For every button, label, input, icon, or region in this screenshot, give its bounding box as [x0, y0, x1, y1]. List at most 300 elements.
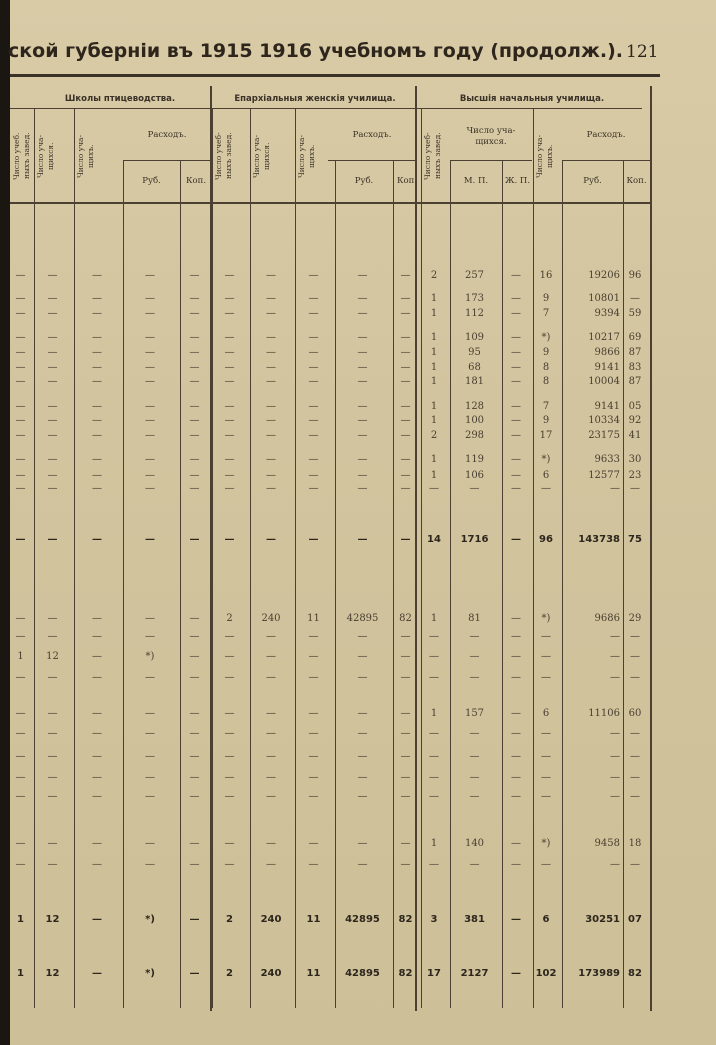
table-cell: —	[630, 791, 640, 802]
table-cell: —	[357, 772, 368, 783]
table-cell: —	[224, 708, 235, 719]
table-cell: —	[47, 308, 58, 319]
column-header-7: Число уча- щихъ.	[297, 134, 316, 178]
table-cell: 9141	[594, 401, 620, 412]
table-cell: —	[511, 631, 521, 642]
table-cell: —	[224, 347, 235, 358]
table-cell: 82	[628, 968, 642, 979]
column-header-3: Руб.	[142, 176, 161, 186]
table-cell: 1	[430, 613, 438, 624]
table-cell: —	[92, 332, 102, 343]
table-cell: —	[511, 672, 521, 683]
table-cell: —	[266, 470, 276, 481]
column-header-12: Ж. П.	[504, 176, 531, 186]
table-cell: 11	[306, 914, 321, 925]
table-cell: 41	[628, 430, 642, 441]
table-cell: —	[357, 672, 368, 683]
table-cell: —	[511, 470, 521, 481]
table-cell: —	[266, 293, 276, 304]
table-cell: —	[469, 651, 480, 662]
table-cell: —	[357, 708, 368, 719]
table-cell: —	[266, 332, 276, 343]
table-cell: 29	[628, 613, 642, 624]
column-header-14: Руб.	[583, 176, 602, 186]
table-cell: 95	[468, 347, 481, 358]
table-cell: 240	[260, 914, 282, 925]
table-cell: —	[47, 613, 58, 624]
table-cell: —	[145, 293, 155, 304]
table-cell: —	[266, 859, 276, 870]
table-cell: —	[224, 308, 235, 319]
column-divider-11	[450, 160, 451, 1008]
table-cell: —	[511, 362, 521, 373]
table-cell: 16	[539, 270, 553, 281]
table-cell: —	[469, 672, 480, 683]
table-cell: —	[189, 376, 200, 387]
table-cell: —	[145, 534, 155, 545]
table-cell: *)	[541, 613, 551, 624]
table-cell: —	[47, 430, 58, 441]
table-cell: —	[357, 838, 368, 849]
table-cell: 83	[628, 362, 642, 373]
table-cell: —	[189, 308, 200, 319]
table-cell: —	[92, 293, 102, 304]
table-cell: —	[469, 631, 480, 642]
table-cell: 23	[628, 470, 642, 481]
table-cell: —	[400, 470, 411, 481]
page-title: ской губерніи въ 1915 1916 учебномъ году (продолж.).	[8, 40, 623, 62]
table-cell: —	[357, 376, 368, 387]
table-cell: 42895	[345, 968, 380, 979]
table-cell: —	[145, 708, 155, 719]
table-cell: —	[92, 347, 102, 358]
table-cell: 173	[464, 293, 485, 304]
table-cell: *)	[145, 914, 155, 925]
column-header-0: Число учеб. ныхъ завед.	[12, 132, 31, 180]
table-cell: —	[47, 859, 58, 870]
table-cell: —	[308, 772, 319, 783]
table-cell: —	[189, 483, 200, 494]
table-cell: —	[189, 651, 200, 662]
table-cell: —	[308, 791, 319, 802]
table-cell: —	[511, 270, 521, 281]
table-cell: —	[189, 534, 200, 545]
table-cell: —	[145, 401, 155, 412]
table-cell: —	[266, 454, 276, 465]
table-cell: —	[511, 751, 521, 762]
table-cell: —	[308, 308, 319, 319]
table-cell: —	[92, 838, 102, 849]
table-cell: 1	[17, 968, 24, 979]
table-cell: 128	[464, 401, 485, 412]
table-cell: —	[145, 751, 155, 762]
table-cell: 173989	[578, 968, 620, 979]
table-cell: 1	[430, 401, 438, 412]
table-cell: —	[400, 672, 411, 683]
table-cell: 96	[539, 534, 553, 545]
table-cell: —	[189, 968, 200, 979]
table-cell: —	[308, 293, 319, 304]
table-cell: 82	[398, 968, 413, 979]
column-header-13: Число уча- щихъ.	[535, 134, 554, 178]
table-cell: —	[469, 859, 480, 870]
table-cell: 1	[17, 651, 24, 662]
table-cell: —	[266, 415, 276, 426]
table-cell: 68	[468, 362, 481, 373]
table-cell: —	[429, 651, 439, 662]
table-cell: —	[400, 401, 411, 412]
table-cell: —	[145, 376, 155, 387]
table-cell: —	[189, 613, 200, 624]
table-cell: 1	[430, 347, 438, 358]
table-cell: —	[630, 483, 640, 494]
table-cell: —	[189, 631, 200, 642]
table-cell: —	[15, 376, 26, 387]
table-cell: —	[630, 293, 640, 304]
table-cell: —	[92, 914, 102, 925]
table-cell: —	[189, 401, 200, 412]
table-cell: —	[400, 270, 411, 281]
table-cell: 10334	[588, 415, 620, 426]
table-cell: —	[308, 838, 319, 849]
table-cell: 2	[430, 270, 438, 281]
table-cell: —	[189, 332, 200, 343]
column-header-15: Коп.	[626, 176, 647, 186]
table-cell: —	[189, 838, 200, 849]
table-cell: 9141	[594, 362, 620, 373]
table-cell: —	[511, 454, 521, 465]
table-cell: —	[189, 454, 200, 465]
table-cell: —	[15, 454, 26, 465]
table-cell: —	[145, 454, 155, 465]
table-cell: —	[469, 751, 480, 762]
subheader-divider-0	[123, 160, 211, 161]
table-cell: —	[92, 376, 102, 387]
table-cell: —	[400, 415, 411, 426]
table-cell: 9866	[594, 347, 620, 358]
table-cell: —	[92, 751, 102, 762]
table-cell: —	[400, 791, 411, 802]
table-cell: —	[92, 631, 102, 642]
table-cell: 1	[430, 415, 438, 426]
table-cell: —	[15, 308, 26, 319]
table-cell: —	[92, 362, 102, 373]
table-cell: 10004	[588, 376, 620, 387]
table-cell: —	[224, 483, 235, 494]
group-header-diocesan-schools: Епархіальныя женскія училища.	[234, 94, 396, 104]
table-cell: —	[92, 270, 102, 281]
table-cell: —	[92, 430, 102, 441]
table-cell: 2	[226, 968, 233, 979]
table-cell: 75	[628, 534, 642, 545]
table-cell: —	[610, 728, 620, 739]
table-cell: —	[92, 401, 102, 412]
table-cell: —	[266, 772, 276, 783]
table-cell: —	[429, 728, 439, 739]
column-header-10: Число учеб- ныхъ завед.	[423, 132, 442, 180]
table-cell: —	[266, 362, 276, 373]
table-cell: —	[610, 791, 620, 802]
table-cell: —	[308, 859, 319, 870]
table-cell: 42895	[346, 613, 379, 624]
table-right-edge	[650, 86, 652, 1011]
table-cell: —	[189, 293, 200, 304]
table-cell: —	[189, 859, 200, 870]
table-cell: 18	[628, 838, 642, 849]
table-cell: 9686	[594, 613, 620, 624]
table-cell: 1	[430, 293, 438, 304]
table-cell: 106	[464, 470, 485, 481]
table-cell: —	[511, 293, 521, 304]
table-cell: —	[630, 751, 640, 762]
table-cell: —	[145, 672, 155, 683]
table-cell: —	[224, 376, 235, 387]
table-cell: 05	[628, 401, 642, 412]
expense-header-1: Расходъ.	[147, 130, 187, 140]
table-cell: 9458	[594, 838, 620, 849]
table-cell: 112	[464, 308, 485, 319]
table-cell: —	[429, 859, 439, 870]
subheader-divider-1	[328, 160, 416, 161]
table-cell: —	[610, 672, 620, 683]
group-header-poultry-schools: Школы птицеводства.	[64, 94, 176, 104]
table-cell: —	[511, 430, 521, 441]
header-rule	[10, 74, 660, 77]
table-cell: —	[92, 534, 102, 545]
table-cell: —	[92, 859, 102, 870]
expense-header-3: Расходъ.	[586, 130, 626, 140]
table-cell: —	[511, 613, 521, 624]
table-cell: 11	[307, 613, 320, 624]
table-cell: —	[469, 791, 480, 802]
table-cell: —	[15, 708, 26, 719]
table-cell: —	[224, 859, 235, 870]
table-cell: —	[145, 772, 155, 783]
table-cell: —	[92, 483, 102, 494]
table-cell: —	[511, 401, 521, 412]
column-divider-15	[623, 160, 624, 1008]
column-header-9: Коп.	[396, 176, 418, 186]
table-cell: —	[308, 631, 319, 642]
table-cell: —	[541, 772, 551, 783]
table-cell: —	[610, 772, 620, 783]
table-cell: —	[400, 332, 411, 343]
table-cell: —	[224, 401, 235, 412]
table-cell: —	[92, 672, 102, 683]
table-cell: —	[15, 631, 26, 642]
table-cell: —	[224, 470, 235, 481]
table-cell: —	[145, 362, 155, 373]
table-cell: —	[47, 270, 58, 281]
table-cell: 12577	[588, 470, 620, 481]
table-cell: —	[145, 347, 155, 358]
column-divider-1	[34, 108, 35, 1008]
table-cell: —	[357, 534, 368, 545]
table-cell: —	[224, 791, 235, 802]
table-cell: —	[400, 430, 411, 441]
column-header-1: Число уча- щихся.	[36, 134, 55, 178]
table-cell: *)	[145, 968, 155, 979]
table-cell: —	[266, 708, 276, 719]
table-cell: —	[511, 651, 521, 662]
table-cell: —	[630, 772, 640, 783]
table-cell: —	[189, 270, 200, 281]
table-cell: —	[511, 376, 521, 387]
column-divider-4	[180, 160, 181, 1008]
table-cell: —	[189, 728, 200, 739]
table-cell: 92	[628, 415, 642, 426]
table-cell: —	[308, 534, 319, 545]
table-cell: —	[15, 534, 26, 545]
table-cell: —	[357, 728, 368, 739]
table-cell: —	[224, 631, 235, 642]
table-cell: —	[266, 401, 276, 412]
table-cell: —	[308, 347, 319, 358]
table-cell: 17	[427, 968, 441, 979]
table-cell: 14	[427, 534, 441, 545]
table-cell: 9	[542, 347, 550, 358]
table-cell: —	[189, 470, 200, 481]
table-cell: —	[511, 332, 521, 343]
table-cell: —	[145, 270, 155, 281]
table-cell: —	[47, 751, 58, 762]
table-cell: 6	[542, 470, 550, 481]
table-cell: —	[224, 728, 235, 739]
table-cell: 30251	[585, 914, 620, 925]
table-cell: 7	[542, 308, 550, 319]
table-cell: —	[224, 672, 235, 683]
table-cell: 8	[542, 362, 550, 373]
table-cell: —	[189, 914, 200, 925]
table-cell: 1	[430, 332, 438, 343]
table-cell: —	[630, 728, 640, 739]
table-cell: —	[308, 401, 319, 412]
table-cell: —	[357, 483, 368, 494]
table-cell: —	[400, 631, 411, 642]
table-cell: —	[224, 270, 235, 281]
table-cell: —	[266, 347, 276, 358]
table-cell: —	[15, 362, 26, 373]
table-cell: —	[47, 332, 58, 343]
table-cell: 143738	[578, 534, 620, 545]
table-cell: —	[357, 751, 368, 762]
group-divider-2	[415, 86, 417, 1011]
table-cell: —	[429, 672, 439, 683]
table-cell: —	[357, 308, 368, 319]
table-cell: —	[47, 672, 58, 683]
table-cell: 82	[398, 914, 413, 925]
table-cell: 3	[430, 914, 438, 925]
table-cell: —	[308, 651, 319, 662]
table-cell: —	[47, 483, 58, 494]
table-cell: —	[429, 791, 439, 802]
table-cell: —	[266, 270, 276, 281]
table-cell: —	[511, 838, 521, 849]
table-cell: —	[610, 651, 620, 662]
table-cell: —	[92, 651, 102, 662]
column-header-6: Число уча- щихся.	[252, 134, 271, 178]
table-cell: —	[357, 332, 368, 343]
expense-header-2: Расходъ.	[352, 130, 392, 140]
header-bottom-rule	[10, 202, 650, 204]
table-cell: —	[610, 859, 620, 870]
column-divider-14	[562, 160, 563, 1008]
column-divider-13	[533, 108, 534, 1008]
table-cell: 9	[542, 415, 550, 426]
table-cell: 109	[464, 332, 485, 343]
subheader-divider-3	[562, 160, 650, 161]
table-cell: —	[610, 483, 620, 494]
table-cell: —	[92, 454, 102, 465]
table-cell: —	[189, 430, 200, 441]
table-cell: —	[357, 362, 368, 373]
table-cell: —	[47, 728, 58, 739]
table-cell: —	[224, 772, 235, 783]
table-cell: —	[541, 631, 551, 642]
table-cell: —	[610, 751, 620, 762]
table-cell: 2	[430, 430, 438, 441]
table-cell: —	[511, 708, 521, 719]
table-cell: 96	[628, 270, 642, 281]
table-cell: —	[266, 751, 276, 762]
table-cell: —	[47, 470, 58, 481]
column-divider-9	[393, 160, 394, 1008]
table-cell: —	[47, 415, 58, 426]
table-cell: —	[400, 376, 411, 387]
table-cell: 8	[542, 376, 550, 387]
table-cell: 6	[542, 914, 550, 925]
table-cell: —	[511, 914, 521, 925]
table-cell: —	[308, 362, 319, 373]
table-cell: —	[92, 415, 102, 426]
table-cell: 59	[628, 308, 642, 319]
table-cell: —	[308, 751, 319, 762]
table-cell: —	[266, 728, 276, 739]
table-cell: —	[15, 270, 26, 281]
table-cell: —	[511, 308, 521, 319]
table-cell: 10217	[588, 332, 620, 343]
table-cell: —	[357, 631, 368, 642]
table-cell: —	[308, 454, 319, 465]
table-cell: 23175	[588, 430, 620, 441]
table-cell: 298	[464, 430, 485, 441]
table-cell: —	[400, 483, 411, 494]
table-cell: —	[266, 651, 276, 662]
table-cell: —	[189, 362, 200, 373]
table-cell: —	[400, 859, 411, 870]
table-cell: —	[15, 838, 26, 849]
table-cell: —	[541, 728, 551, 739]
table-cell: —	[630, 859, 640, 870]
table-cell: 257	[464, 270, 485, 281]
table-cell: —	[308, 672, 319, 683]
table-cell: —	[92, 613, 102, 624]
statistics-table	[10, 78, 650, 1013]
table-cell: 1	[430, 708, 438, 719]
table-cell: —	[308, 728, 319, 739]
column-header-11: М. П.	[463, 176, 489, 186]
table-cell: —	[15, 859, 26, 870]
table-cell: —	[266, 534, 276, 545]
table-cell: —	[47, 631, 58, 642]
table-cell: —	[47, 838, 58, 849]
column-header-2: Число уча- щихъ.	[76, 134, 95, 178]
table-cell: —	[400, 772, 411, 783]
table-cell: 12	[45, 968, 60, 979]
table-cell: —	[15, 613, 26, 624]
column-divider-3	[123, 160, 124, 1008]
column-divider-8	[335, 160, 336, 1008]
